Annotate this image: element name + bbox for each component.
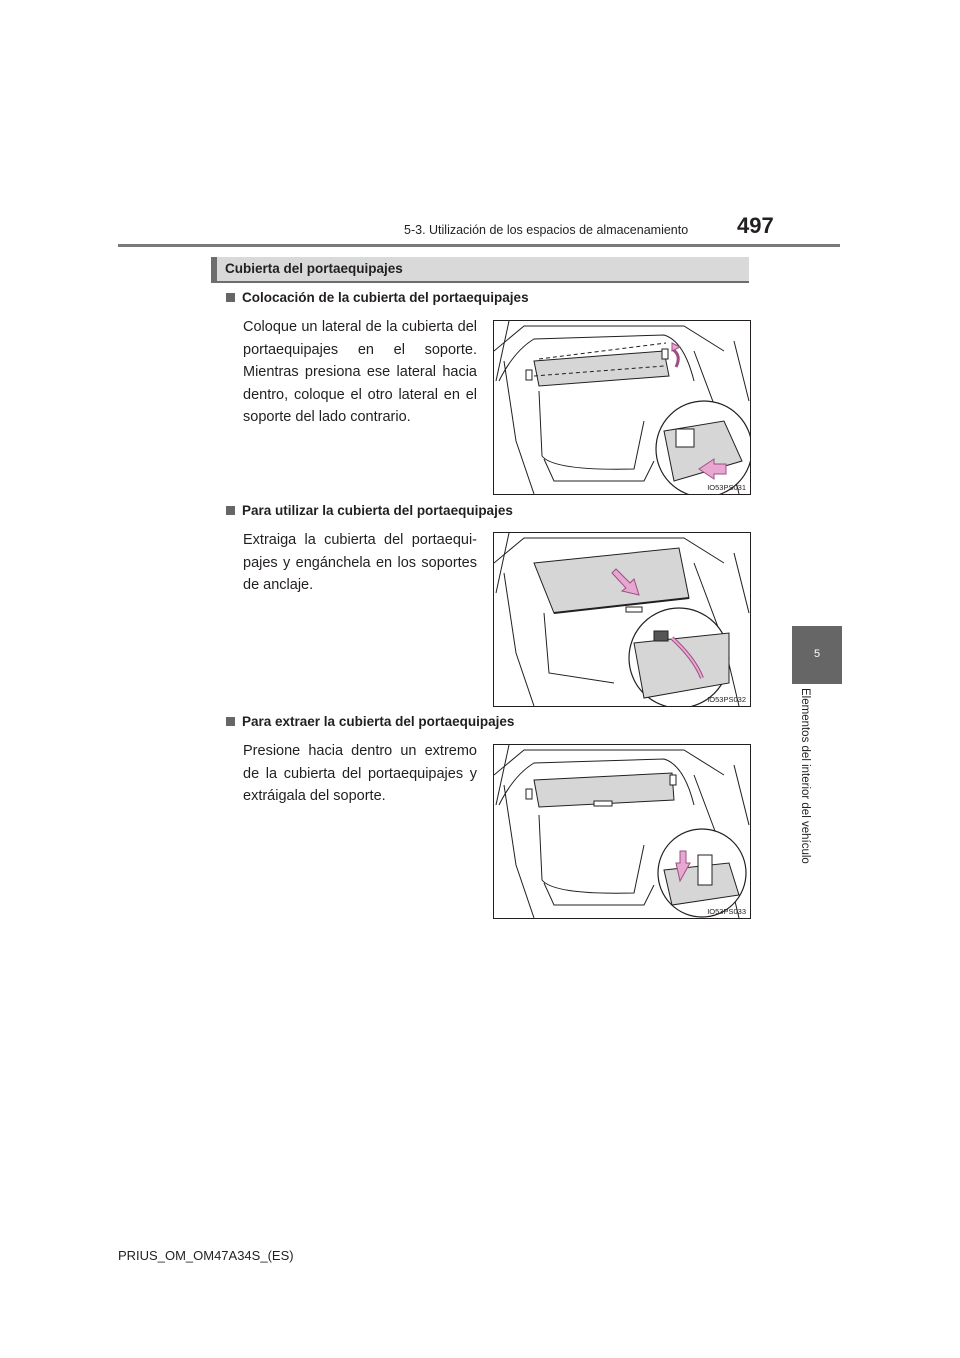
header-rule: [118, 244, 840, 247]
chapter-tab-number: 5: [813, 648, 821, 660]
square-bullet-icon: [226, 717, 235, 726]
figure-use-cover: [493, 532, 751, 707]
figure-install-illustration: [494, 321, 750, 494]
footer-document-id: PRIUS_OM_OM47A34S_(ES): [118, 1248, 294, 1263]
subheading-remove-text: Para extraer la cubierta del portaequipajes: [242, 714, 515, 729]
square-bullet-icon: [226, 293, 235, 302]
paragraph-use: Extraiga la cubierta del portaequi-pajes y engánchela en los soportes de anclaje.: [243, 532, 477, 593]
chapter-tab-label: Elementos del interior del vehículo: [799, 688, 811, 864]
chapter-tab: [792, 626, 842, 684]
figure-code: IO53PS031: [707, 483, 746, 492]
subheading-use: [226, 503, 513, 518]
figure-code: IO53PS033: [707, 907, 746, 916]
square-bullet-icon: [226, 506, 235, 515]
figure-remove-illustration: [494, 745, 750, 918]
figure-code: IO53PS032: [707, 695, 746, 704]
page-number: 497: [737, 213, 774, 238]
figure-install-cover: [493, 320, 751, 495]
subheading-remove: [226, 714, 514, 729]
figure-use-illustration: [494, 533, 750, 706]
figure-remove-cover: [493, 744, 751, 919]
paragraph-remove: Presione hacia dentro un extremo de la cubierta del portaequipajes y extráigala del soporte.: [243, 743, 477, 804]
chapter-header-title: 5-3. Utilización de los espacios de almacenamiento: [404, 223, 689, 237]
section-heading-bar: [211, 257, 749, 283]
section-title: Cubierta del portaequipajes: [225, 261, 403, 276]
section-bar-accent: [211, 257, 217, 283]
subheading-install: [226, 290, 529, 305]
subheading-use-text: Para utilizar la cubierta del portaequipajes: [242, 503, 513, 518]
paragraph-install: Coloque un lateral de la cubierta del portaequipajes en el soporte. Mientras presiona ese lateral hacia dentro, coloque el otro lateral en el soporte del lado contrario.: [243, 319, 477, 425]
subheading-install-text: Colocación de la cubierta del portaequipajes: [242, 290, 529, 305]
